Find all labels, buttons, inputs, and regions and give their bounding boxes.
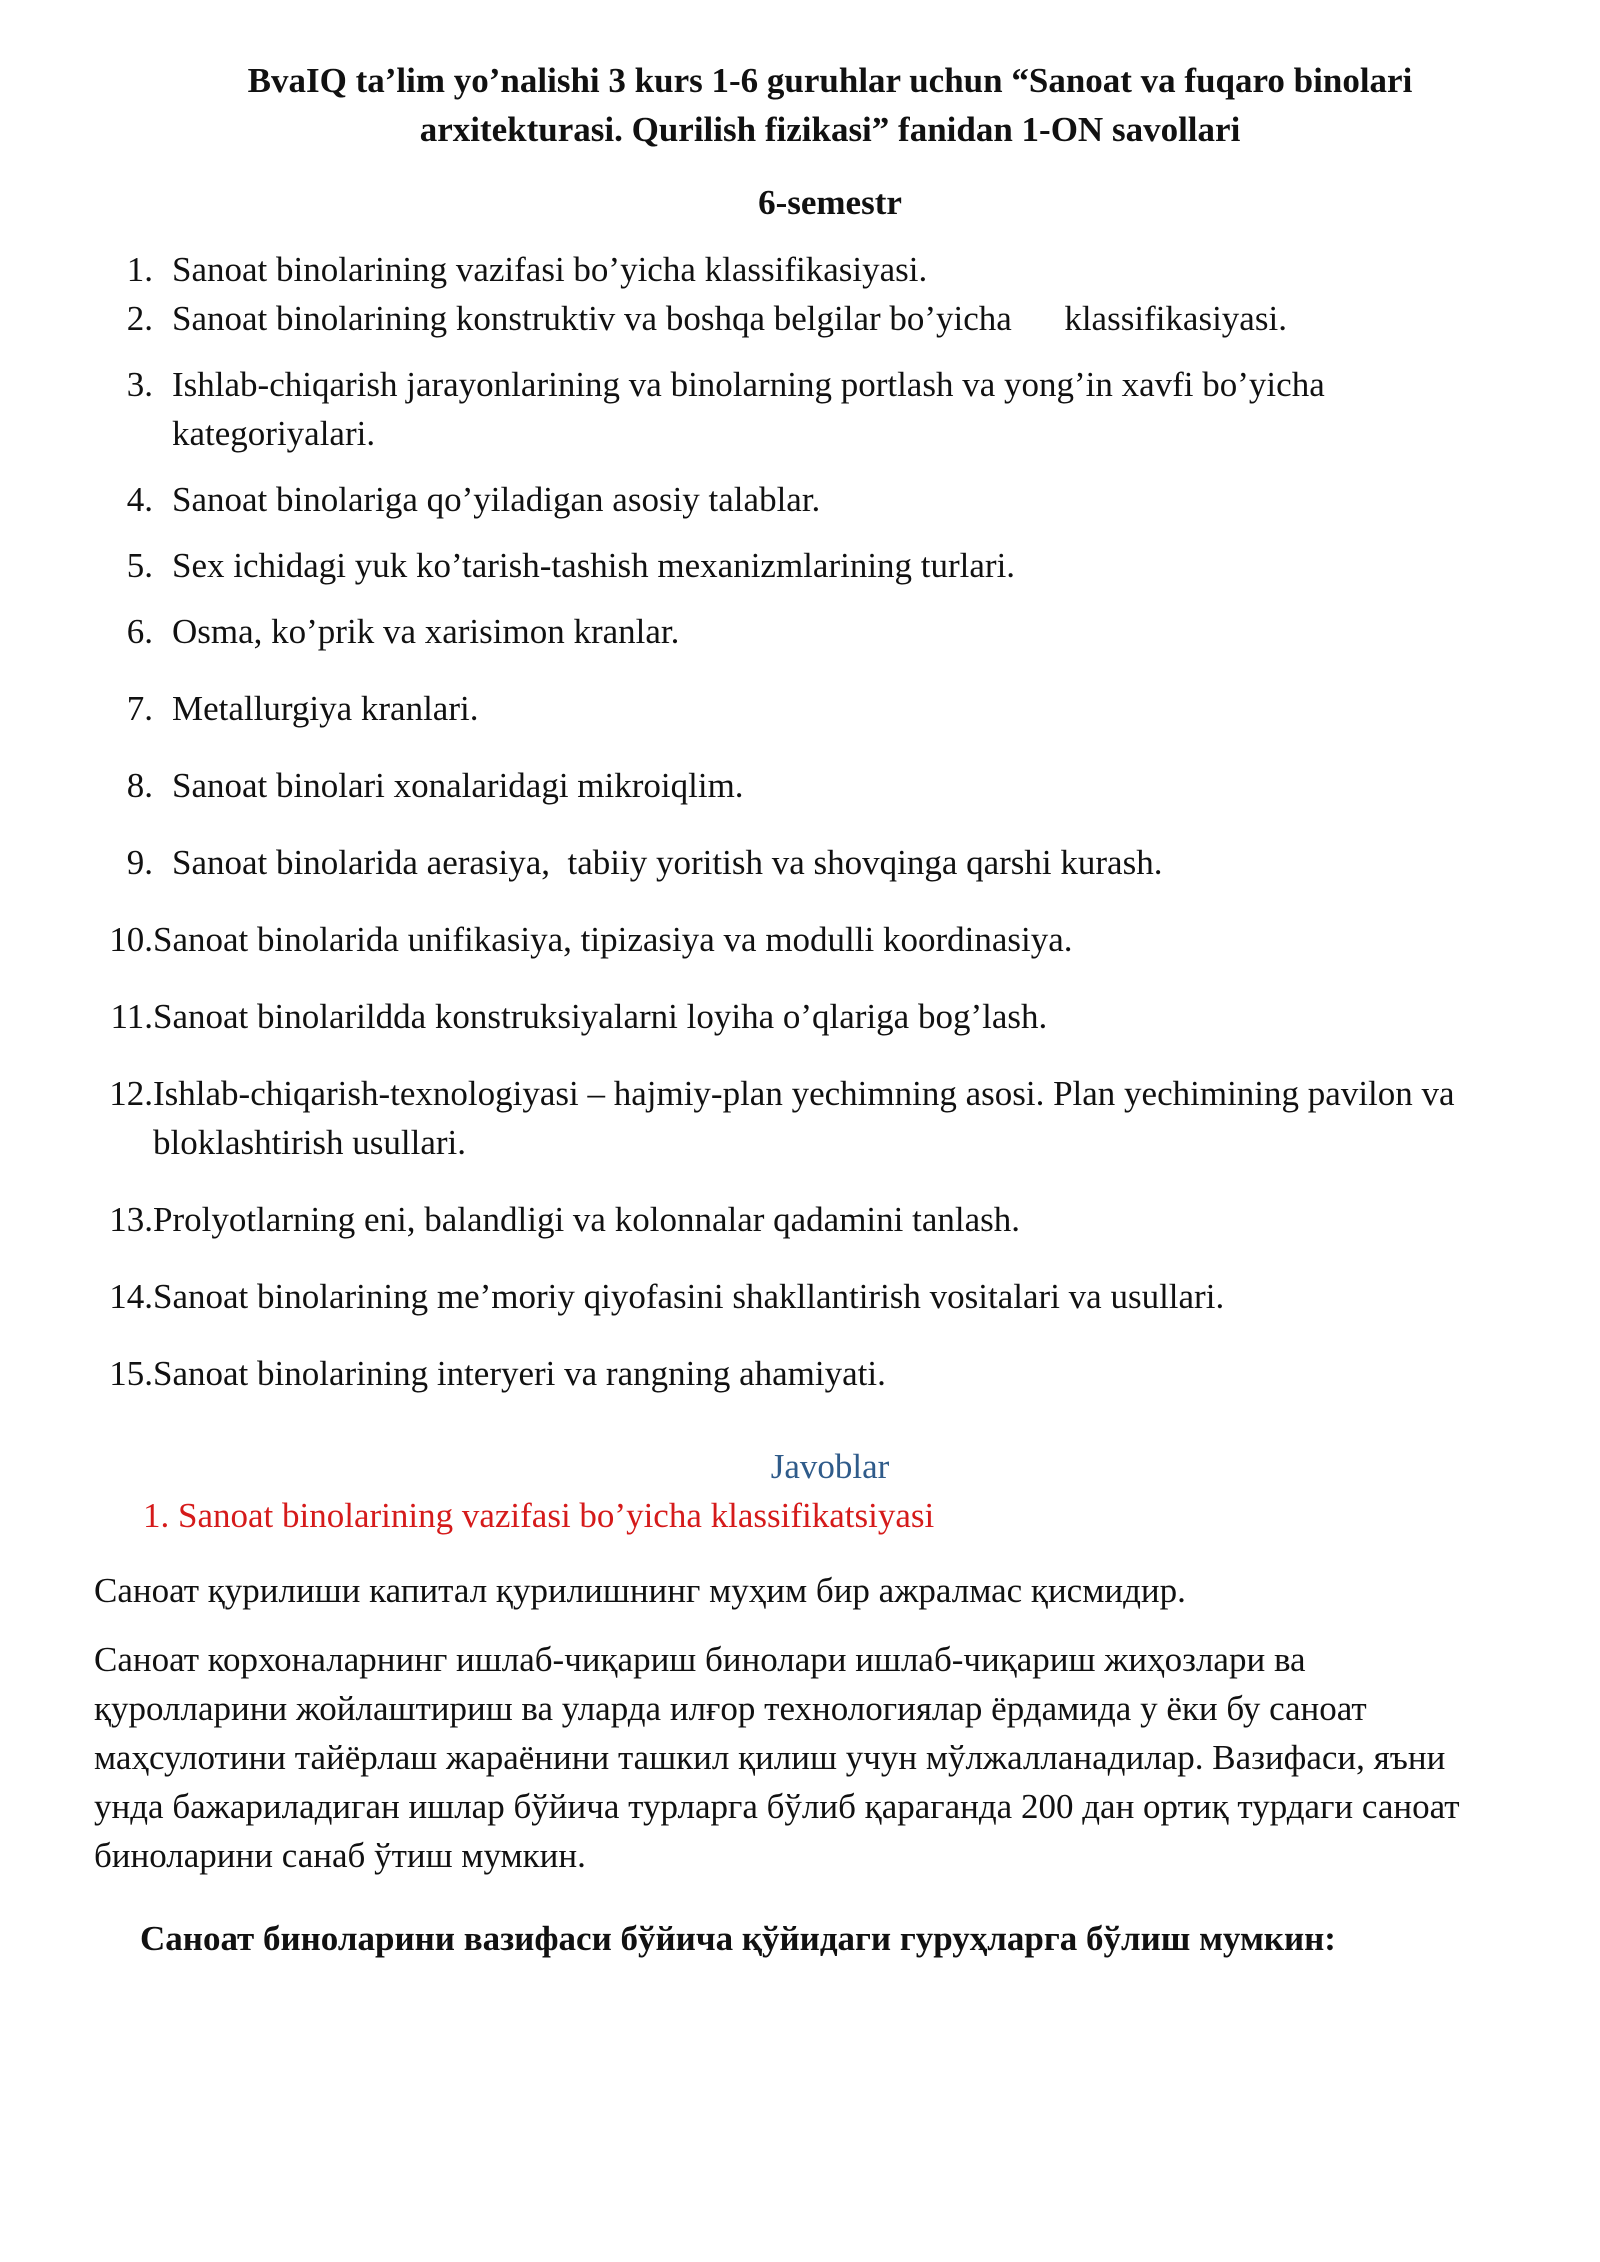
question-item (94, 475, 1506, 524)
question-text: Sanoat binolarining me’moriy qiyofasini shakllantirish vositalari va usullari. (153, 1277, 1225, 1316)
question-text: Ishlab-chiqarish-texnologiyasi – hajmiy-plan yechimning asosi. Plan yechimining pavilon va bloklashtirish usullari. (153, 1074, 1455, 1162)
question-text: Prolyotlarning eni, balandligi va kolonnalar qadamini tanlash. (153, 1200, 1021, 1239)
title-line-2: arxitekturasi. Qurilish fizikasi” fanidan 1-ON savollari (419, 110, 1241, 149)
question-item (94, 1349, 1506, 1398)
answer-bold-statement: Саноат биноларини вазифаси бўйича қўйидаги гуруҳларга бўлиш мумкин: (140, 1919, 1336, 1958)
question-text: Sanoat binolari xonalaridagi mikroiqlim. (172, 766, 744, 805)
question-number: 3. (126, 365, 153, 404)
question-text: Ishlab-chiqarish jarayonlarining va binolarning portlash va yong’in xavfi bo’yicha kategoriyalari. (172, 365, 1325, 453)
answer-subheading: 1. Sanoat binolarining vazifasi bo’yicha klassifikatsiyasi (143, 1496, 935, 1535)
question-number: 4. (126, 480, 153, 519)
question-text: Sanoat binolarining konstruktiv va boshqa belgilar bo’yicha klassifikasiyasi. (172, 299, 1287, 338)
question-number: 10. (109, 920, 153, 959)
semester-label: 6-semestr (758, 183, 902, 222)
question-number: 13. (109, 1200, 153, 1239)
title-line-1: BvaIQ ta’lim yo’nalishi 3 kurs 1-6 guruhlar uchun “Sanoat va fuqaro binolari (247, 61, 1413, 100)
question-item (94, 245, 1506, 294)
question-item (94, 915, 1506, 964)
question-text: Sanoat binolariga qo’yiladigan asosiy talablar. (172, 480, 821, 519)
question-number: 9. (126, 843, 153, 882)
question-number: 12. (109, 1074, 153, 1113)
question-text: Osma, ko’prik va xarisimon kranlar. (172, 612, 680, 651)
question-item (94, 1069, 1506, 1167)
question-text: Sanoat binolarining interyeri va rangning ahamiyati. (153, 1354, 886, 1393)
answer-paragraph: Саноат корхоналарнинг ишлаб-чиқариш бинолари ишлаб-чиқариш жиҳозлари ва қуролларини жойлаштириш ва уларда илғор технологиялар ёрдамида у ёки бу саноат маҳсулотини тайёрлаш жараёнини ташкил қилиш учун мўлжалланадилар. Вазифаси, яъни унда бажариладиган ишлар бўйича турларга бўлиб қараганда 200 дан ортиқ турдаги саноат биноларини санаб ўтиш мумкин. (94, 1640, 1460, 1875)
question-item (94, 838, 1506, 887)
questions-list (94, 245, 1506, 1398)
question-text: Sanoat binolarida aerasiya, tabiiy yoritish va shovqinga qarshi kurash. (172, 843, 1163, 882)
question-number: 1. (126, 250, 153, 289)
question-text: Sex ichidagi yuk ko’tarish-tashish mexanizmlarining turlari. (172, 546, 1016, 585)
question-number: 7. (126, 689, 153, 728)
question-number: 6. (126, 612, 153, 651)
question-item (94, 761, 1506, 810)
answers-heading: Javoblar (770, 1447, 890, 1486)
question-number: 8. (126, 766, 153, 805)
question-item (94, 360, 1506, 458)
question-item (94, 541, 1506, 590)
question-item (94, 1272, 1506, 1321)
question-number: 14. (109, 1277, 153, 1316)
question-item (94, 607, 1506, 656)
question-number: 2. (126, 299, 153, 338)
question-text: Sanoat binolarining vazifasi bo’yicha klassifikasiyasi. (172, 250, 928, 289)
question-item (94, 1195, 1506, 1244)
question-item (94, 992, 1506, 1041)
question-number: 15. (109, 1354, 153, 1393)
question-number: 11. (110, 997, 153, 1036)
answer-paragraph: Саноат қурилиши капитал қурилишнинг муҳим бир ажралмас қисмидир. (94, 1571, 1186, 1610)
question-item (94, 684, 1506, 733)
question-text: Sanoat binolarida unifikasiya, tipizasiya va modulli koordinasiya. (153, 920, 1073, 959)
question-text: Metallurgiya kranlari. (172, 689, 479, 728)
question-number: 5. (126, 546, 153, 585)
question-text: Sanoat binolarildda konstruksiyalarni loyiha o’qlariga bog’lash. (153, 997, 1048, 1036)
question-item (94, 294, 1506, 343)
document-title (94, 56, 1506, 154)
